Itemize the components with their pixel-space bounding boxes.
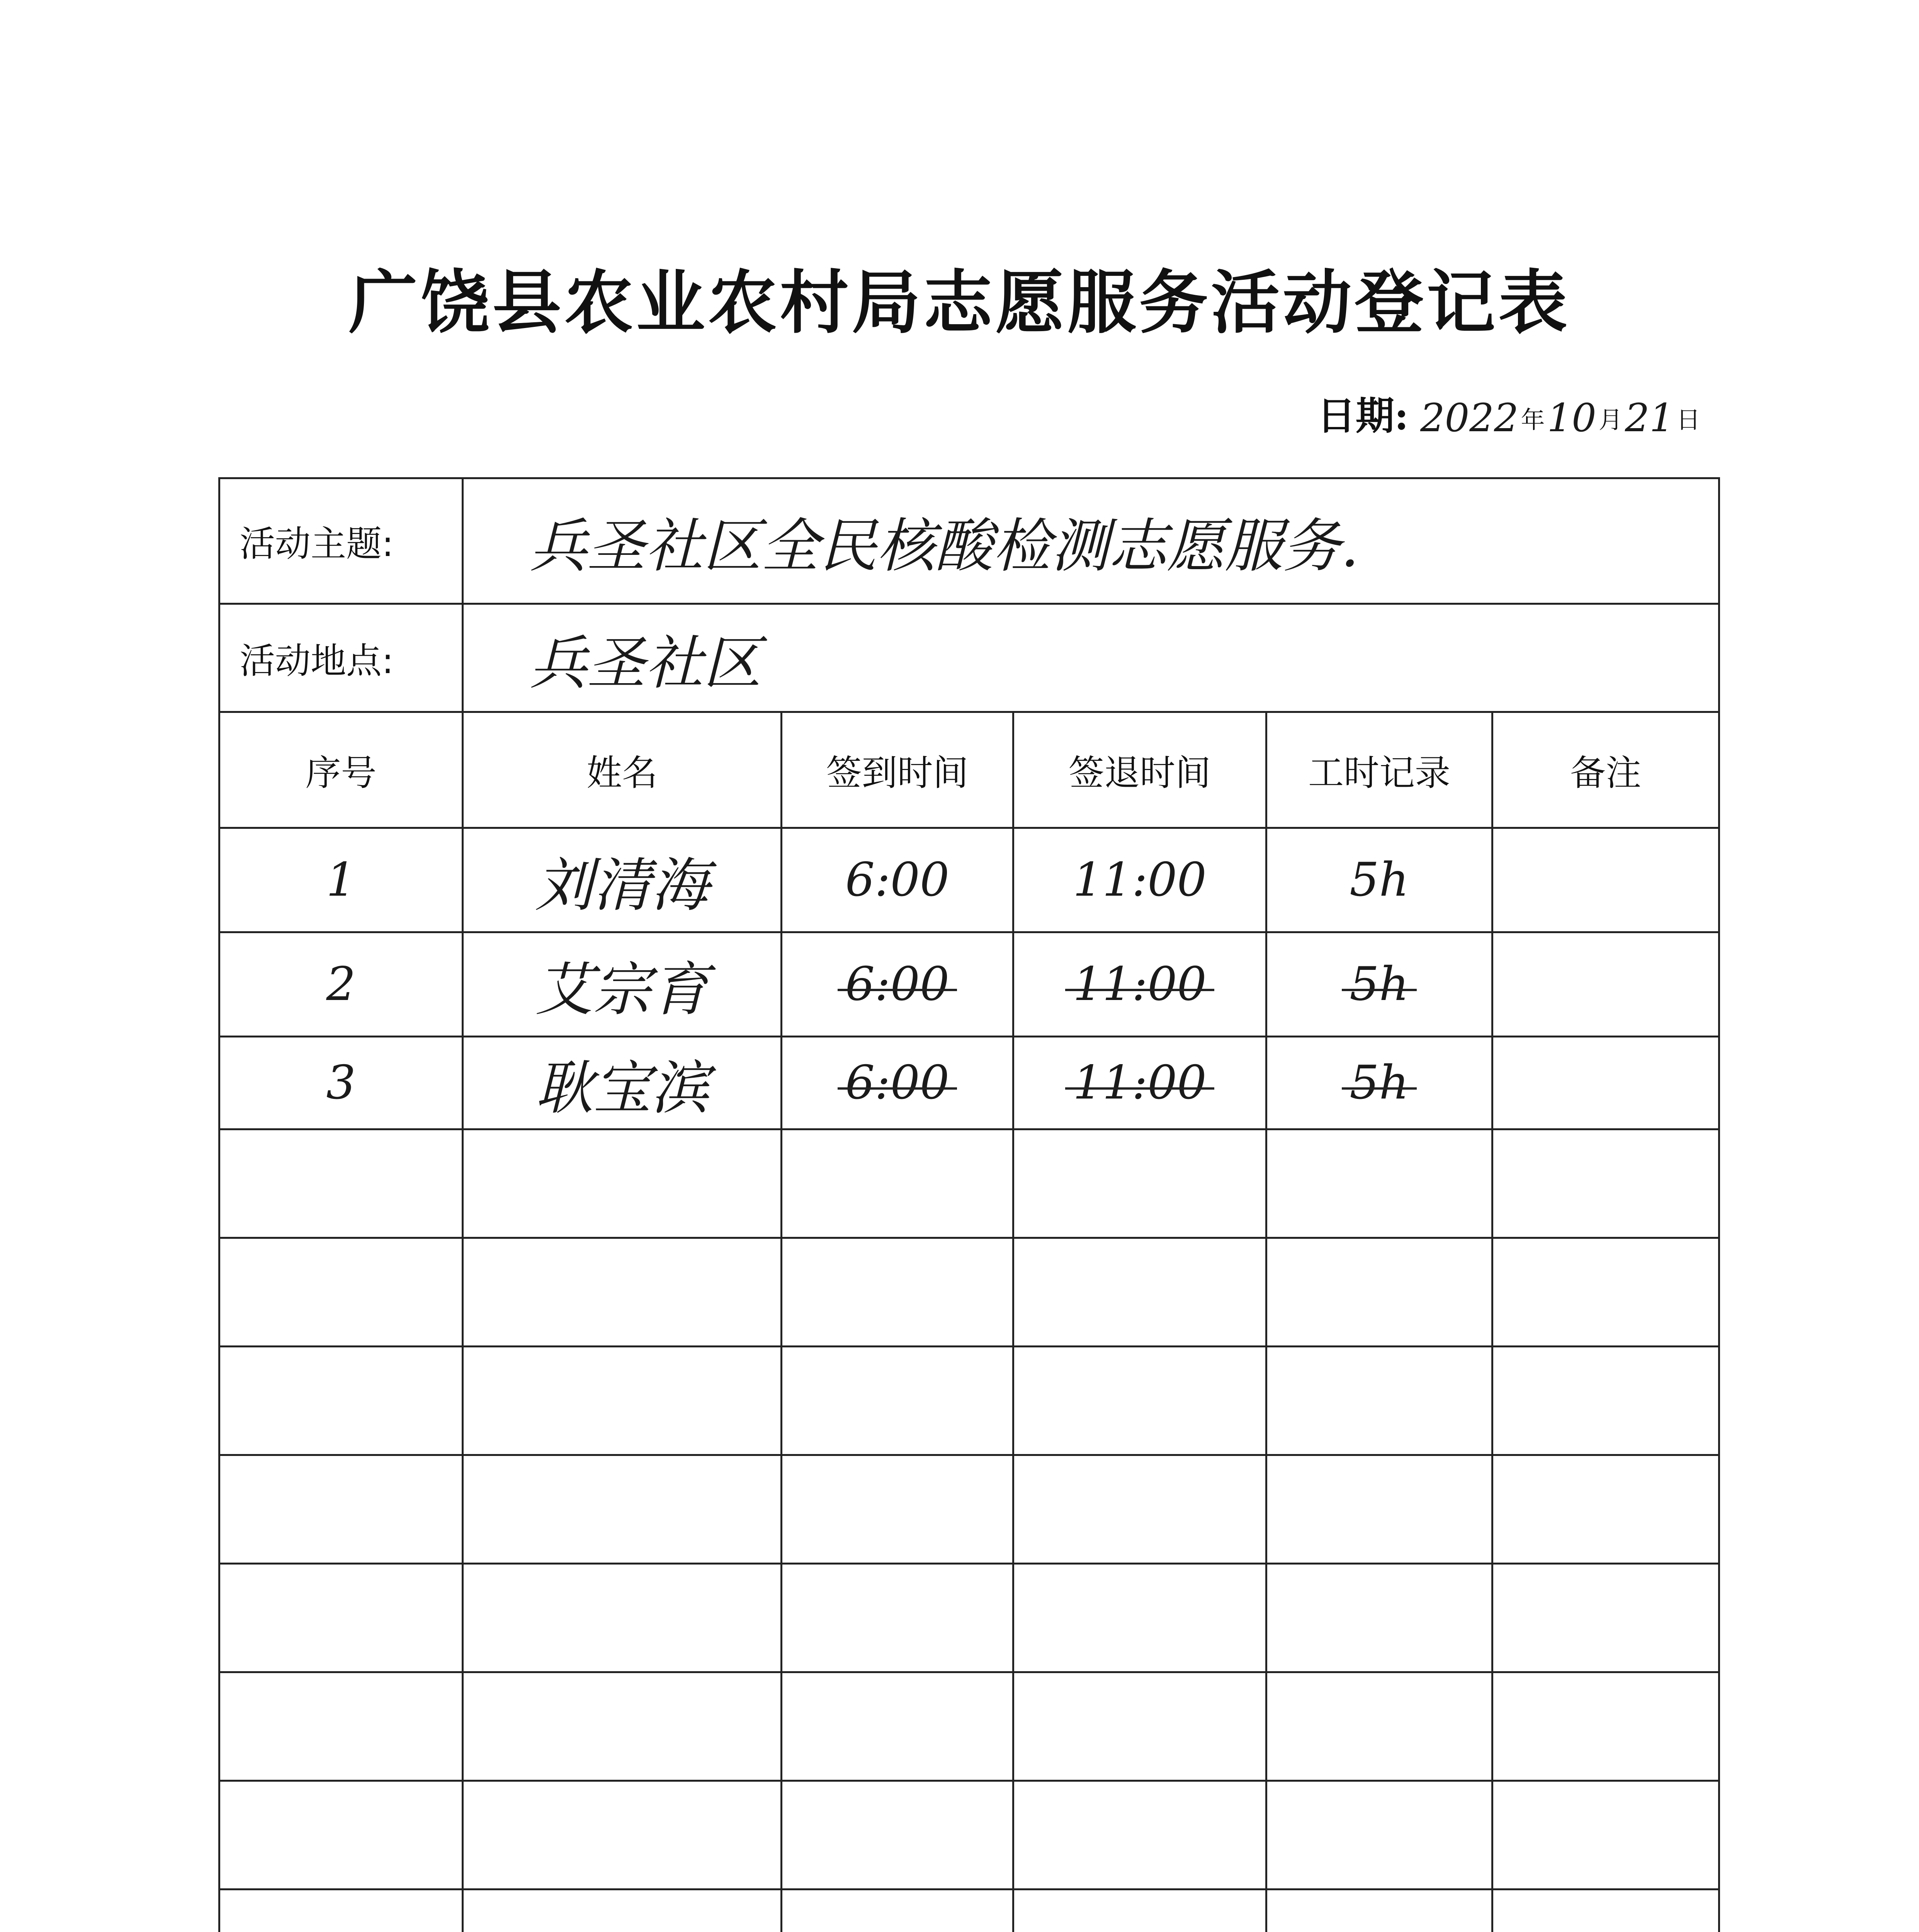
empty-cell[interactable] — [1013, 1781, 1266, 1889]
row-hours-text: 5h — [1350, 957, 1409, 1011]
empty-cell[interactable] — [1492, 1889, 1719, 1932]
form-title: 广饶县农业农村局志愿服务活动登记表 — [348, 262, 1571, 343]
row-hours — [1266, 1037, 1492, 1129]
row-name — [463, 828, 782, 932]
row-name — [463, 932, 782, 1037]
empty-cell[interactable] — [1266, 1347, 1492, 1455]
empty-cell[interactable] — [1492, 1238, 1719, 1347]
empty-cell[interactable] — [463, 1238, 782, 1347]
empty-table-row — [219, 1129, 1719, 1238]
row-note — [1492, 828, 1719, 932]
row-sign-out — [1013, 1037, 1266, 1129]
row-sign-in-text: 6:00 — [845, 853, 950, 907]
date-month: 10 — [1547, 395, 1596, 440]
empty-table-row — [219, 1889, 1719, 1932]
row-no — [219, 1037, 463, 1129]
theme-value: 兵圣社区全民核酸检测志愿服务. — [463, 478, 1719, 604]
row-sign-out — [1013, 828, 1266, 932]
header-name: 姓名 — [463, 712, 782, 828]
empty-cell[interactable] — [1266, 1129, 1492, 1238]
table-row — [219, 932, 1719, 1037]
empty-cell[interactable] — [219, 1129, 463, 1238]
empty-cell[interactable] — [782, 1889, 1013, 1932]
header-no: 序号 — [219, 712, 463, 828]
row-note — [1492, 1037, 1719, 1129]
empty-table-row — [219, 1564, 1719, 1672]
empty-cell[interactable] — [782, 1672, 1013, 1781]
date-month-unit: 月 — [1598, 406, 1623, 434]
empty-cell[interactable] — [782, 1455, 1013, 1564]
registration-table — [218, 477, 1720, 1932]
empty-cell[interactable] — [1492, 1672, 1719, 1781]
empty-cell[interactable] — [1266, 1781, 1492, 1889]
empty-cell[interactable] — [1492, 1564, 1719, 1672]
empty-cell[interactable] — [219, 1889, 463, 1932]
empty-cell[interactable] — [1266, 1564, 1492, 1672]
row-sign-in — [782, 932, 1013, 1037]
date-field — [1317, 386, 1703, 440]
empty-table-row — [219, 1238, 1719, 1347]
empty-cell[interactable] — [782, 1781, 1013, 1889]
row-hours — [1266, 932, 1492, 1037]
header-row — [219, 712, 1719, 828]
date-year-unit: 年 — [1521, 406, 1545, 434]
table-row — [219, 1037, 1719, 1129]
empty-cell[interactable] — [463, 1889, 782, 1932]
empty-cell[interactable] — [1013, 1672, 1266, 1781]
empty-cell[interactable] — [1013, 1564, 1266, 1672]
table-row — [219, 828, 1719, 932]
location-label: 活动地点: — [219, 604, 463, 712]
empty-cell[interactable] — [1266, 1238, 1492, 1347]
date-day: 21 — [1625, 395, 1674, 440]
empty-cell[interactable] — [463, 1455, 782, 1564]
empty-cell[interactable] — [219, 1781, 463, 1889]
location-value: 兵圣社区 — [463, 604, 1719, 712]
empty-cell[interactable] — [1266, 1889, 1492, 1932]
empty-cell[interactable] — [463, 1347, 782, 1455]
empty-cell[interactable] — [1013, 1238, 1266, 1347]
row-sign-in-text: 6:00 — [845, 1056, 950, 1110]
empty-cell[interactable] — [782, 1129, 1013, 1238]
empty-cell[interactable] — [219, 1347, 463, 1455]
row-no-text: 1 — [326, 853, 356, 907]
row-no — [219, 932, 463, 1037]
empty-table-row — [219, 1347, 1719, 1455]
row-sign-out-text: 11:00 — [1073, 1056, 1207, 1110]
row-sign-in — [782, 1037, 1013, 1129]
empty-cell[interactable] — [1013, 1889, 1266, 1932]
header-sign-out: 签退时间 — [1013, 712, 1266, 828]
empty-cell[interactable] — [1492, 1347, 1719, 1455]
empty-cell[interactable] — [219, 1672, 463, 1781]
theme-label: 活动主题: — [219, 478, 463, 604]
empty-cell[interactable] — [1492, 1455, 1719, 1564]
row-sign-out-text: 11:00 — [1073, 853, 1207, 907]
row-no-text: 2 — [326, 957, 356, 1011]
empty-cell[interactable] — [1266, 1672, 1492, 1781]
empty-cell[interactable] — [1492, 1129, 1719, 1238]
date-label: 日期: — [1317, 393, 1409, 439]
empty-cell[interactable] — [463, 1672, 782, 1781]
row-hours-text: 5h — [1350, 1056, 1409, 1110]
row-name — [463, 1037, 782, 1129]
empty-table-row — [219, 1455, 1719, 1564]
row-no — [219, 828, 463, 932]
empty-cell[interactable] — [782, 1238, 1013, 1347]
date-year: 2022 — [1420, 395, 1519, 440]
row-name-text: 耿宝滨 — [535, 1054, 709, 1122]
empty-cell[interactable] — [219, 1238, 463, 1347]
row-sign-in-text: 6:00 — [845, 957, 950, 1011]
row-sign-out-text: 11:00 — [1073, 957, 1207, 1011]
row-no-text: 3 — [326, 1056, 356, 1110]
empty-cell[interactable] — [463, 1129, 782, 1238]
row-hours-text: 5h — [1350, 853, 1409, 907]
header-hours: 工时记录 — [1266, 712, 1492, 828]
row-sign-in — [782, 828, 1013, 932]
location-row — [219, 604, 1719, 712]
empty-cell[interactable] — [1013, 1347, 1266, 1455]
empty-cell[interactable] — [782, 1564, 1013, 1672]
empty-cell[interactable] — [1013, 1455, 1266, 1564]
header-note: 备注 — [1492, 712, 1719, 828]
empty-cell[interactable] — [463, 1781, 782, 1889]
empty-table-row — [219, 1781, 1719, 1889]
empty-cell[interactable] — [1013, 1129, 1266, 1238]
row-name-text: 艾宗育 — [535, 956, 709, 1024]
empty-cell[interactable] — [782, 1347, 1013, 1455]
empty-cell[interactable] — [1492, 1781, 1719, 1889]
empty-table-row — [219, 1672, 1719, 1781]
row-hours — [1266, 828, 1492, 932]
empty-cell[interactable] — [1266, 1455, 1492, 1564]
theme-row — [219, 478, 1719, 604]
date-day-unit: 日 — [1676, 406, 1700, 434]
empty-cell[interactable] — [219, 1455, 463, 1564]
row-sign-out — [1013, 932, 1266, 1037]
row-note — [1492, 932, 1719, 1037]
empty-cell[interactable] — [219, 1564, 463, 1672]
row-name-text: 刘清海 — [535, 852, 709, 919]
header-sign-in: 签到时间 — [782, 712, 1013, 828]
empty-cell[interactable] — [463, 1564, 782, 1672]
